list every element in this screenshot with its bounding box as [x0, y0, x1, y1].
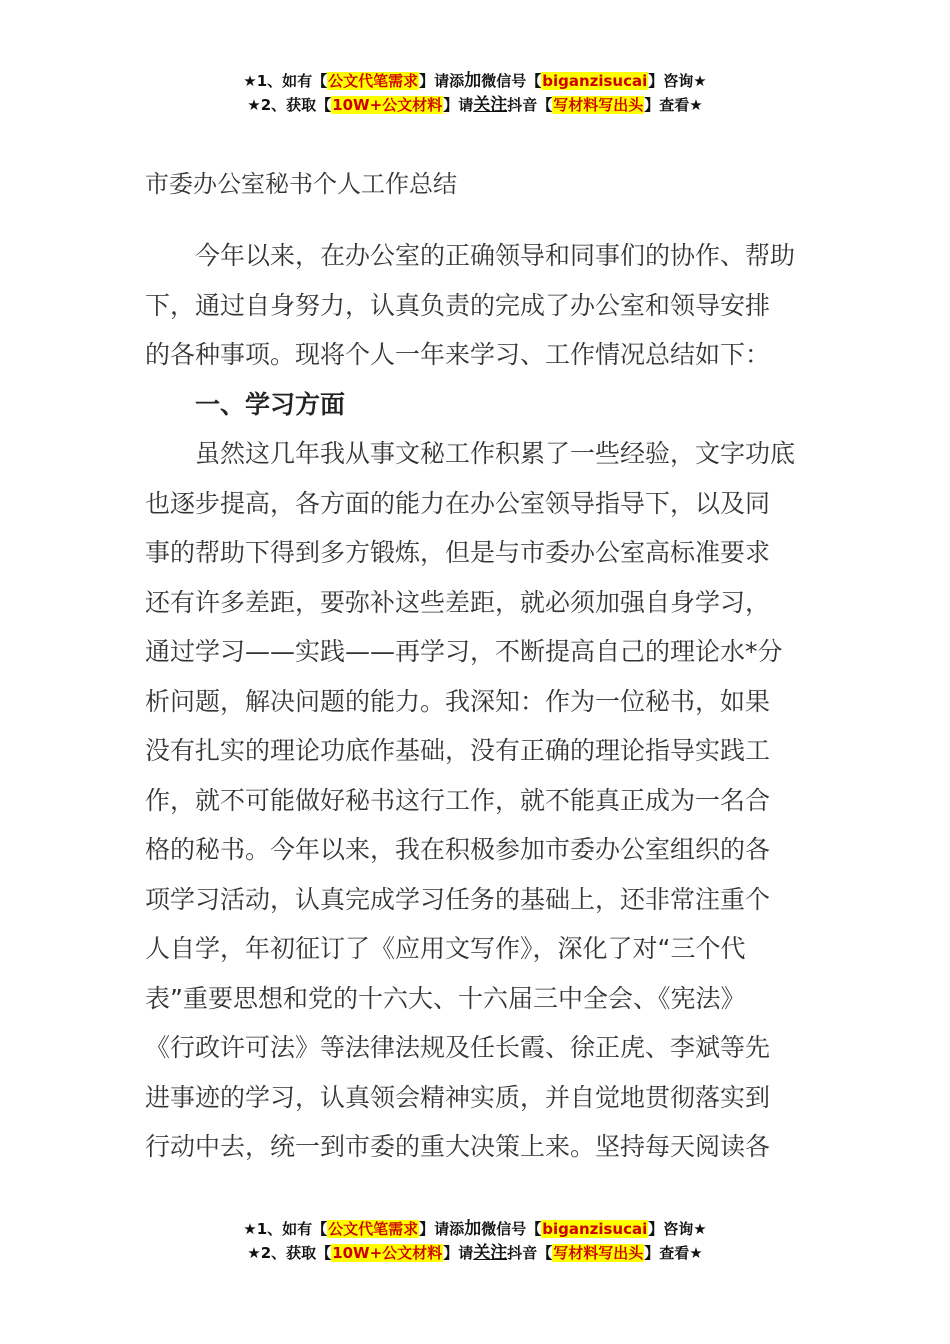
banner-text: ★1、如有【 [243, 72, 328, 90]
banner-underlined-word: 关注 [473, 95, 508, 115]
banner-line-1 [0, 1217, 950, 1241]
banner-highlight: 公文代笔需求 [328, 1220, 419, 1238]
banner-underlined-word: 关注 [473, 1243, 508, 1263]
section-heading: 一、学习方面 [195, 389, 346, 419]
banner-text: 】咨询★ [648, 72, 707, 90]
text-line: 通过学习——实践——再学习，不断提高自己的理论水*分 [145, 637, 783, 666]
banner-douyin-account: 写材料写出头 [553, 1244, 644, 1262]
banner-douyin-account: 写材料写出头 [553, 96, 644, 114]
banner-text: ★2、获取【 [247, 96, 332, 114]
text-line: 事的帮助下得到多方锻炼，但是与市委办公室高标准要求 [145, 538, 771, 567]
text-line: 行动中去，统一到市委的重大决策上来。坚持每天阅读各 [145, 1132, 771, 1161]
banner-text: ★1、如有【 [243, 1220, 328, 1238]
text-line: 的各种事项。现将个人一年来学习、工作情况总结如下： [145, 340, 771, 369]
document-body [145, 231, 815, 1172]
text-line: 析问题，解决问题的能力。我深知：作为一位秘书，如果 [145, 686, 771, 716]
banner-highlight: 10W+公文材料 [332, 96, 443, 114]
text-line: 进事迹的学习，认真领会精神实质，并自觉地贯彻落实到 [145, 1082, 771, 1112]
text-line: 项学习活动，认真完成学习任务的基础上，还非常注重个 [145, 884, 771, 914]
banner-text: 】请 [443, 1244, 474, 1262]
banner-text: 】查看★ [644, 1244, 703, 1262]
banner-text: 】请添 [419, 1220, 465, 1238]
banner-line-2 [0, 1241, 950, 1265]
text-line: 虽然这几年我从事文秘工作积累了一些经验，文字功底 [195, 439, 796, 468]
banner-text: 微信号【 [481, 72, 542, 90]
text-line: 作，就不可能做好秘书这行工作，就不能真正成为一名合 [145, 785, 771, 815]
text-line: 还有许多差距，要弥补这些差距，就必须加强自身学习， [145, 587, 771, 617]
banner-highlight: 公文代笔需求 [328, 72, 419, 90]
banner-text: 】咨询★ [648, 1220, 707, 1238]
text-line: 《行政许可法》等法律法规及任长霞、徐正虎、李斌等先 [145, 1033, 771, 1062]
text-line: 今年以来，在办公室的正确领导和同事们的协作、帮助 [195, 241, 796, 270]
banner-line-1 [0, 69, 950, 93]
section-paragraph [145, 429, 815, 1172]
banner-line-2 [0, 93, 950, 117]
text-line: 没有扎实的理论功底作基础，没有正确的理论指导实践工 [145, 736, 771, 765]
banner-bold-word: 加 [464, 1219, 482, 1239]
banner-text: 】查看★ [644, 96, 703, 114]
text-line: 也逐步提高，各方面的能力在办公室领导指导下，以及同 [145, 488, 771, 518]
header-banner [0, 69, 950, 117]
text-line: 下，通过自身努力，认真负责的完成了办公室和领导安排 [145, 290, 771, 320]
text-line: 人自学，年初征订了《应用文写作》，深化了对“三个代 [145, 934, 746, 963]
banner-bold-word: 加 [464, 71, 482, 91]
banner-wechat-id: biganzisucai [542, 72, 648, 90]
text-line: 表”重要思想和党的十六大、十六届三中全会、《宪法》 [145, 983, 746, 1013]
footer-banner [0, 1217, 950, 1265]
banner-wechat-id: biganzisucai [542, 1220, 648, 1238]
banner-text: ★2、获取【 [247, 1244, 332, 1262]
text-line: 格的秘书。今年以来，我在积极参加市委办公室组织的各 [145, 835, 771, 864]
banner-text: 抖音【 [507, 96, 553, 114]
banner-text: 】请 [443, 96, 474, 114]
banner-text: 微信号【 [481, 1220, 542, 1238]
banner-text: 抖音【 [507, 1244, 553, 1262]
document-title: 市委办公室秘书个人工作总结 [145, 170, 457, 198]
banner-text: 】请添 [419, 72, 465, 90]
intro-paragraph [145, 231, 815, 380]
banner-highlight: 10W+公文材料 [332, 1244, 443, 1262]
